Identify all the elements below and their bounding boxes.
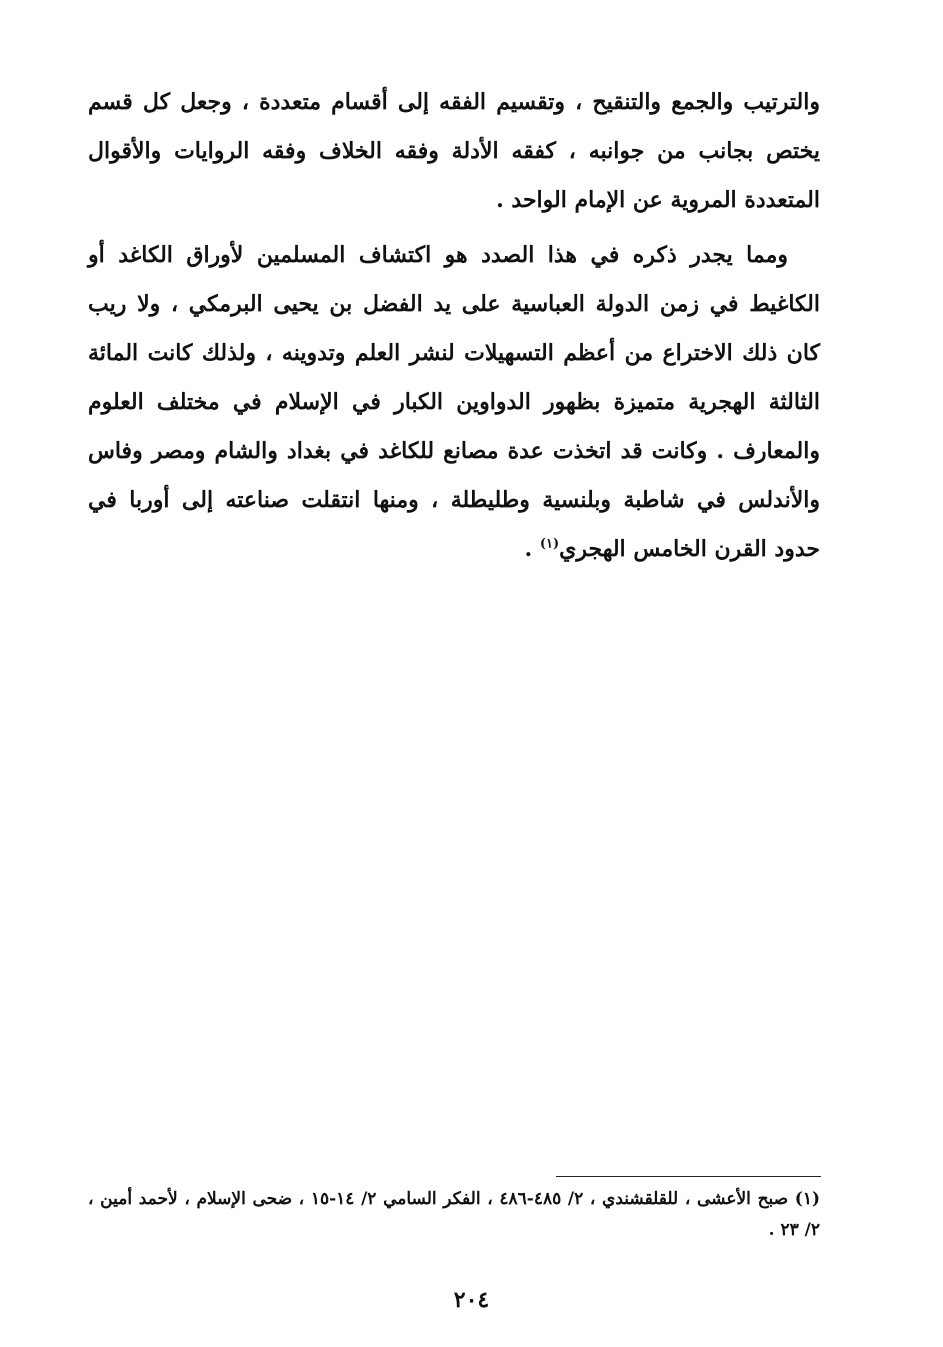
paragraph-1-text: والترتيب والجمع والتنقيح ، وتقسيم الفقه إلى أقسام متعددة ، وجعل كل قسم يختص بجانب من جوانبه ، كفقه الأدلة وفقه الخلاف وفقه الروايات والأقوال المتعددة المروية عن الإمام الواحد . [88, 89, 820, 213]
paragraph-2 [88, 231, 820, 574]
paragraph-1 [88, 78, 820, 225]
paragraph-2-end: . [524, 536, 540, 562]
main-text-block [88, 78, 820, 574]
footnote [88, 1184, 820, 1246]
footnote-text: (١) صبح الأعشى ، للقلقشندي ، ٢/ ٤٨٥-٤٨٦ ، الفكر السامي ٢/ ١٤-١٥ ، ضحى الإسلام ، لأحمد أمين ، ٢/ ٢٣ . [88, 1189, 820, 1240]
footnote-reference: (١) [539, 536, 560, 552]
page-number: ٢٠٤ [453, 1287, 490, 1313]
paragraph-2-text: ومما يجدر ذكره في هذا الصدد هو اكتشاف المسلمين لأوراق الكاغد أو الكاغيط في زمن الدولة العباسية على يد الفضل بن يحيى البرمكي ، ولا ريب كان ذلك الاختراع من أعظم التسهيلات لنشر العلم وتدوينه ، ولذلك كانت المائة الثالثة الهجرية متميزة بظهور الدواوين الكبار في الإسلام في مختلف العلوم والمعارف . وكانت قد اتخذت عدة مصانع للكاغد في بغداد والشام ومصر وفاس والأندلس في شاطبة وبلنسية وطليطلة ، ومنها انتقلت صناعته إلى أوربا في حدود القرن الخامس الهجري [88, 242, 820, 562]
footnote-separator [556, 1176, 821, 1177]
